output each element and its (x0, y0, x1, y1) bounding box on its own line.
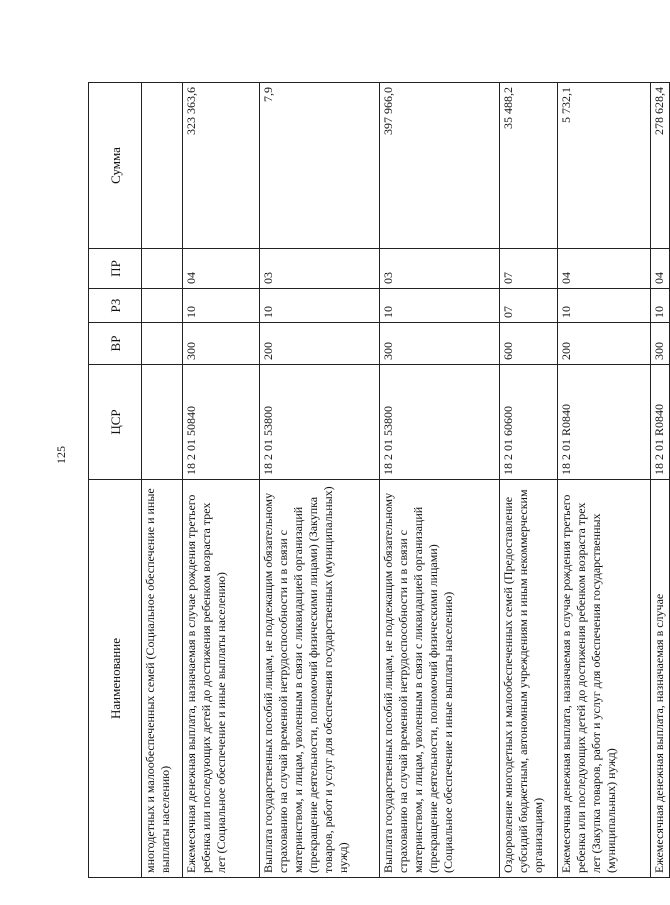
cell-name: Ежемесячная денежная выплата, назначаемая в случае (651, 480, 670, 878)
cell-vr: 300 (380, 323, 500, 365)
cell-csr (142, 365, 183, 480)
cell-pr: 03 (380, 249, 500, 289)
rotated-table-frame (88, 83, 666, 878)
cell-pr: 04 (183, 249, 260, 289)
header-pr: ПР (89, 249, 142, 289)
cell-name: Ежемесячная денежная выплата, назначаемая в случае рождения третьего ребенка или последующих детей до достижения ребенком возраста трех лет (Закупка товаров, работ и услуг для обеспечения государственных (муниципальных) нужд) (558, 480, 651, 878)
cell-rz: 10 (558, 289, 651, 323)
cell-pr: 03 (260, 249, 380, 289)
table-row (183, 83, 260, 878)
cell-rz: 10 (260, 289, 380, 323)
cell-name: Выплата государственных пособий лицам, не подлежащим обязательному страхованию на случай временной нетрудоспособности и в связи с материнством, и лицам, уволенным в связи с ликвидацией организаций (прекращение деятельности, полномочий физическими лицами) (Закупка товаров, работ и услуг для обеспечения государственных (муниципальных) нужд) (260, 480, 380, 878)
cell-csr: 18 2 01 R0840 (651, 365, 670, 480)
budget-table (88, 82, 670, 878)
cell-name: Оздоровление многодетных и малообеспеченных семей (Предоставление субсидий бюджетным, автономным учреждениям и иным некоммерческим организациям) (500, 480, 558, 878)
cell-pr (142, 249, 183, 289)
cell-sum: 323 363,6 (183, 83, 260, 249)
cell-csr: 18 2 01 50840 (183, 365, 260, 480)
cell-sum (142, 83, 183, 249)
cell-csr: 18 2 01 60600 (500, 365, 558, 480)
cell-vr: 200 (260, 323, 380, 365)
table-row (380, 83, 500, 878)
cell-sum: 7,9 (260, 83, 380, 249)
table-header-row (89, 83, 142, 878)
cell-vr: 600 (500, 323, 558, 365)
cell-name: многодетных и малообеспеченных семей (Социальное обеспечение и иные выплаты населению) (142, 480, 183, 878)
cell-vr: 200 (558, 323, 651, 365)
header-vr: ВР (89, 323, 142, 365)
cell-rz (142, 289, 183, 323)
header-name: Наименование (89, 480, 142, 878)
cell-sum: 5 732,1 (558, 83, 651, 249)
cell-rz: 10 (380, 289, 500, 323)
table-row (142, 83, 183, 878)
cell-csr: 18 2 01 R0840 (558, 365, 651, 480)
cell-name: Выплата государственных пособий лицам, не подлежащим обязательному страхованию на случай временной нетрудоспособности и в связи с материнством, и лицам, уволенным в связи с ликвидацией организаций (прекращение деятельности, полномочий физическими лицами) (Социальное обеспечение и иные выплаты населению) (380, 480, 500, 878)
page-number: 125 (54, 446, 68, 464)
header-sum: Сумма (89, 83, 142, 249)
cell-vr (142, 323, 183, 365)
cell-rz: 07 (500, 289, 558, 323)
header-rz: РЗ (89, 289, 142, 323)
cell-pr: 04 (558, 249, 651, 289)
cell-vr: 300 (183, 323, 260, 365)
table-row (260, 83, 380, 878)
cell-csr: 18 2 01 53800 (380, 365, 500, 480)
cell-name: Ежемесячная денежная выплата, назначаемая в случае рождения третьего ребенка или последующих детей до достижения ребенком возраста трех лет (Социальное обеспечение и иные выплаты населению) (183, 480, 260, 878)
table-row (500, 83, 558, 878)
cell-pr: 07 (500, 249, 558, 289)
cell-rz: 10 (651, 289, 670, 323)
cell-sum: 397 966,0 (380, 83, 500, 249)
cell-pr: 04 (651, 249, 670, 289)
table-row (558, 83, 651, 878)
cell-csr: 18 2 01 53800 (260, 365, 380, 480)
cell-sum: 35 488,2 (500, 83, 558, 249)
cell-vr: 300 (651, 323, 670, 365)
cell-rz: 10 (183, 289, 260, 323)
table-row (651, 83, 670, 878)
rotated-table-content (88, 83, 666, 878)
cell-sum: 278 628,4 (651, 83, 670, 249)
header-csr: ЦСР (89, 365, 142, 480)
